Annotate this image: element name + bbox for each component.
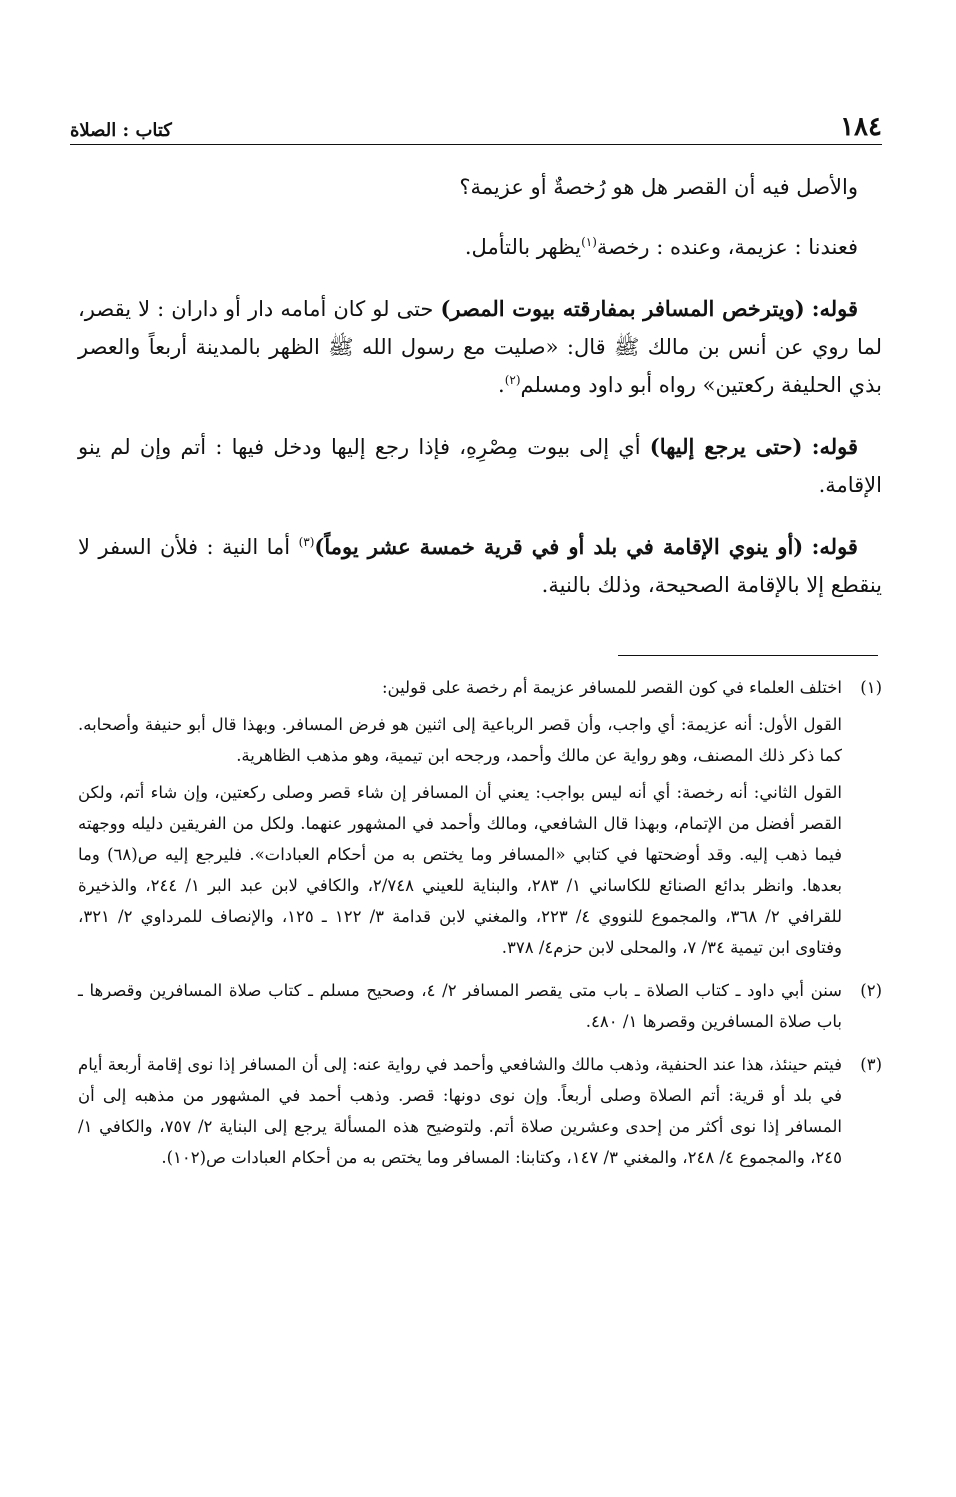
footnote-body	[78, 672, 842, 969]
footnote-separator	[618, 655, 878, 656]
matn-quote: (حتى يرجع إليها)	[649, 434, 803, 459]
matn-quote: (ويترخص المسافر بمفارقته بيوت المصر)	[440, 296, 805, 321]
paragraph-2-text-end: يظهر بالتأمل.	[464, 235, 582, 259]
qawluh-label: قوله:	[811, 534, 858, 559]
qawluh-label: قوله:	[811, 296, 858, 321]
footnote-3	[78, 1049, 882, 1179]
footnote-body	[78, 975, 842, 1043]
footnote-ref-3: (٣)	[298, 535, 315, 549]
footnote-body	[78, 1049, 842, 1179]
footnotes	[78, 672, 882, 1185]
footnote-paragraph: اختلف العلماء في كون القصر للمسافر عزيمة أم رخصة على قولين:	[381, 678, 842, 697]
footnote-2	[78, 975, 882, 1043]
paragraph-3-end: .	[498, 373, 505, 397]
main-text	[78, 168, 882, 628]
footnote-paragraph: القول الأول: أنه عزيمة: أي واجب، وأن قصر الرباعية إلى اثنين هو فرض المسافر. وبهذا قال أبو حنيفة وأصحابه. كما ذكر ذلك المصنف، وهو رواية عن مالك وأحمد، ورجحه ابن تيمية، وهو مذهب الظاهرية.	[78, 715, 842, 765]
running-header	[70, 108, 882, 145]
paragraph-4	[78, 428, 882, 504]
footnote-paragraph: فيتم حينئذ، هذا عند الحنفية، وذهب مالك والشافعي وأحمد في رواية عنه: إلى أن المسافر إذا نوى إقامة أربعة أيام في بلد أو قرية: أتم الصلاة وصلى أربعاً. وإن نوى دونها: قصر. وذهب أحمد في المشهور من مذهبه إلى أن المسافر إذا نوى أكثر من إحدى وعشرين صلاة أتم. ولتوضيح هذه المسألة يرجع إلى البناية ٢/ ٧٥٧، والكافي ١/ ٢٤٥، والمجموع ٤/ ٢٤٨، والمغني ٣/ ١٤٧، وكتابنا: المسافر وما يختص به من أحكام العبادات ص(١٠٢).	[78, 1055, 842, 1167]
footnote-1	[78, 672, 882, 969]
paragraph-5	[78, 528, 882, 604]
paragraph-4-text: أي إلى بيوت مِصْرِهِ، فإذا رجع إليها ودخل فيها : أتم وإن لم ينو الإقامة.	[78, 435, 882, 497]
footnote-ref-1: (١)	[581, 235, 597, 249]
qawluh-label: قوله:	[811, 434, 858, 459]
footnote-paragraph: سنن أبي داود ـ كتاب الصلاة ـ باب متى يقصر المسافر ٢/ ٤، وصحيح مسلم ـ كتاب صلاة المسافرين وقصرها ـ باب صلاة المسافرين وقصرها ١/ ٤٨٠.	[78, 981, 842, 1031]
footnote-number: (٣)	[860, 1055, 882, 1074]
footnote-paragraph: القول الثاني: أنه رخصة: أي أنه ليس بواجب: يعني أن المسافر إن شاء قصر وصلى ركعتين، وإن شاء أتم، ولكن القصر أفضل من الإتمام، وبهذا قال الشافعي، ومالك وأحمد في المشهور عنهما. ولكل من الفريقين دليله ووجهته فيما ذهب إليه. وقد أوضحتها في كتابي «المسافر وما يختص به من أحكام العبادات». فليرجع إليه ص(٦٨) وما بعدها. وانظر بدائع الصنائع للكاساني ١/ ٢٨٣، والبناية للعيني ٢/٧٤٨، والكافي لابن عبد البر ١/ ٢٤٤، والذخيرة للقرافي ٢/ ٣٦٨، والمجموع للنووي ٤/ ٢٢٣، والمغني لابن قدامة ٣/ ١٢٢ ـ ١٢٥، والإنصاف للمرداوي ٢/ ٣٢١، وفتاوى ابن تيمية ٣٤/ ٧، والمحلى لابن حزم٤/ ٣٧٨.	[78, 783, 843, 957]
paragraph-1	[78, 168, 882, 206]
footnote-ref-2: (٢)	[504, 373, 521, 387]
page-number: ١٨٤	[830, 112, 882, 142]
paragraph-3-text: حتى لو كان أمامه دار أو داران : لا يقصر، لما روي عن أنس بن مالك ﷺ قال: «صليت مع رسول الله ﷺ الظهر بالمدينة أربعاً والعصر بذي الحليفة ركعتين» رواه أبو داود ومسلم	[78, 297, 882, 397]
paragraph-1-text: والأصل فيه أن القصر هل هو رُخصةٌ أو عزيمة؟	[459, 175, 858, 199]
footnote-number: (١)	[860, 678, 882, 697]
paragraph-3	[78, 290, 882, 404]
footnote-number: (٢)	[860, 981, 882, 1000]
paragraph-2-text: فعندنا : عزيمة، وعنده : رخصة	[596, 235, 858, 259]
paragraph-5-text: أما النية : فلأن السفر لا ينقطع إلا بالإقامة الصحيحة، وذلك بالنية.	[78, 535, 882, 597]
matn-quote: (أو ينوي الإقامة في بلد أو في قرية خمسة عشر يوماً)	[314, 534, 804, 559]
book-title: كتاب : الصلاة	[70, 120, 180, 141]
paragraph-2	[78, 228, 882, 266]
